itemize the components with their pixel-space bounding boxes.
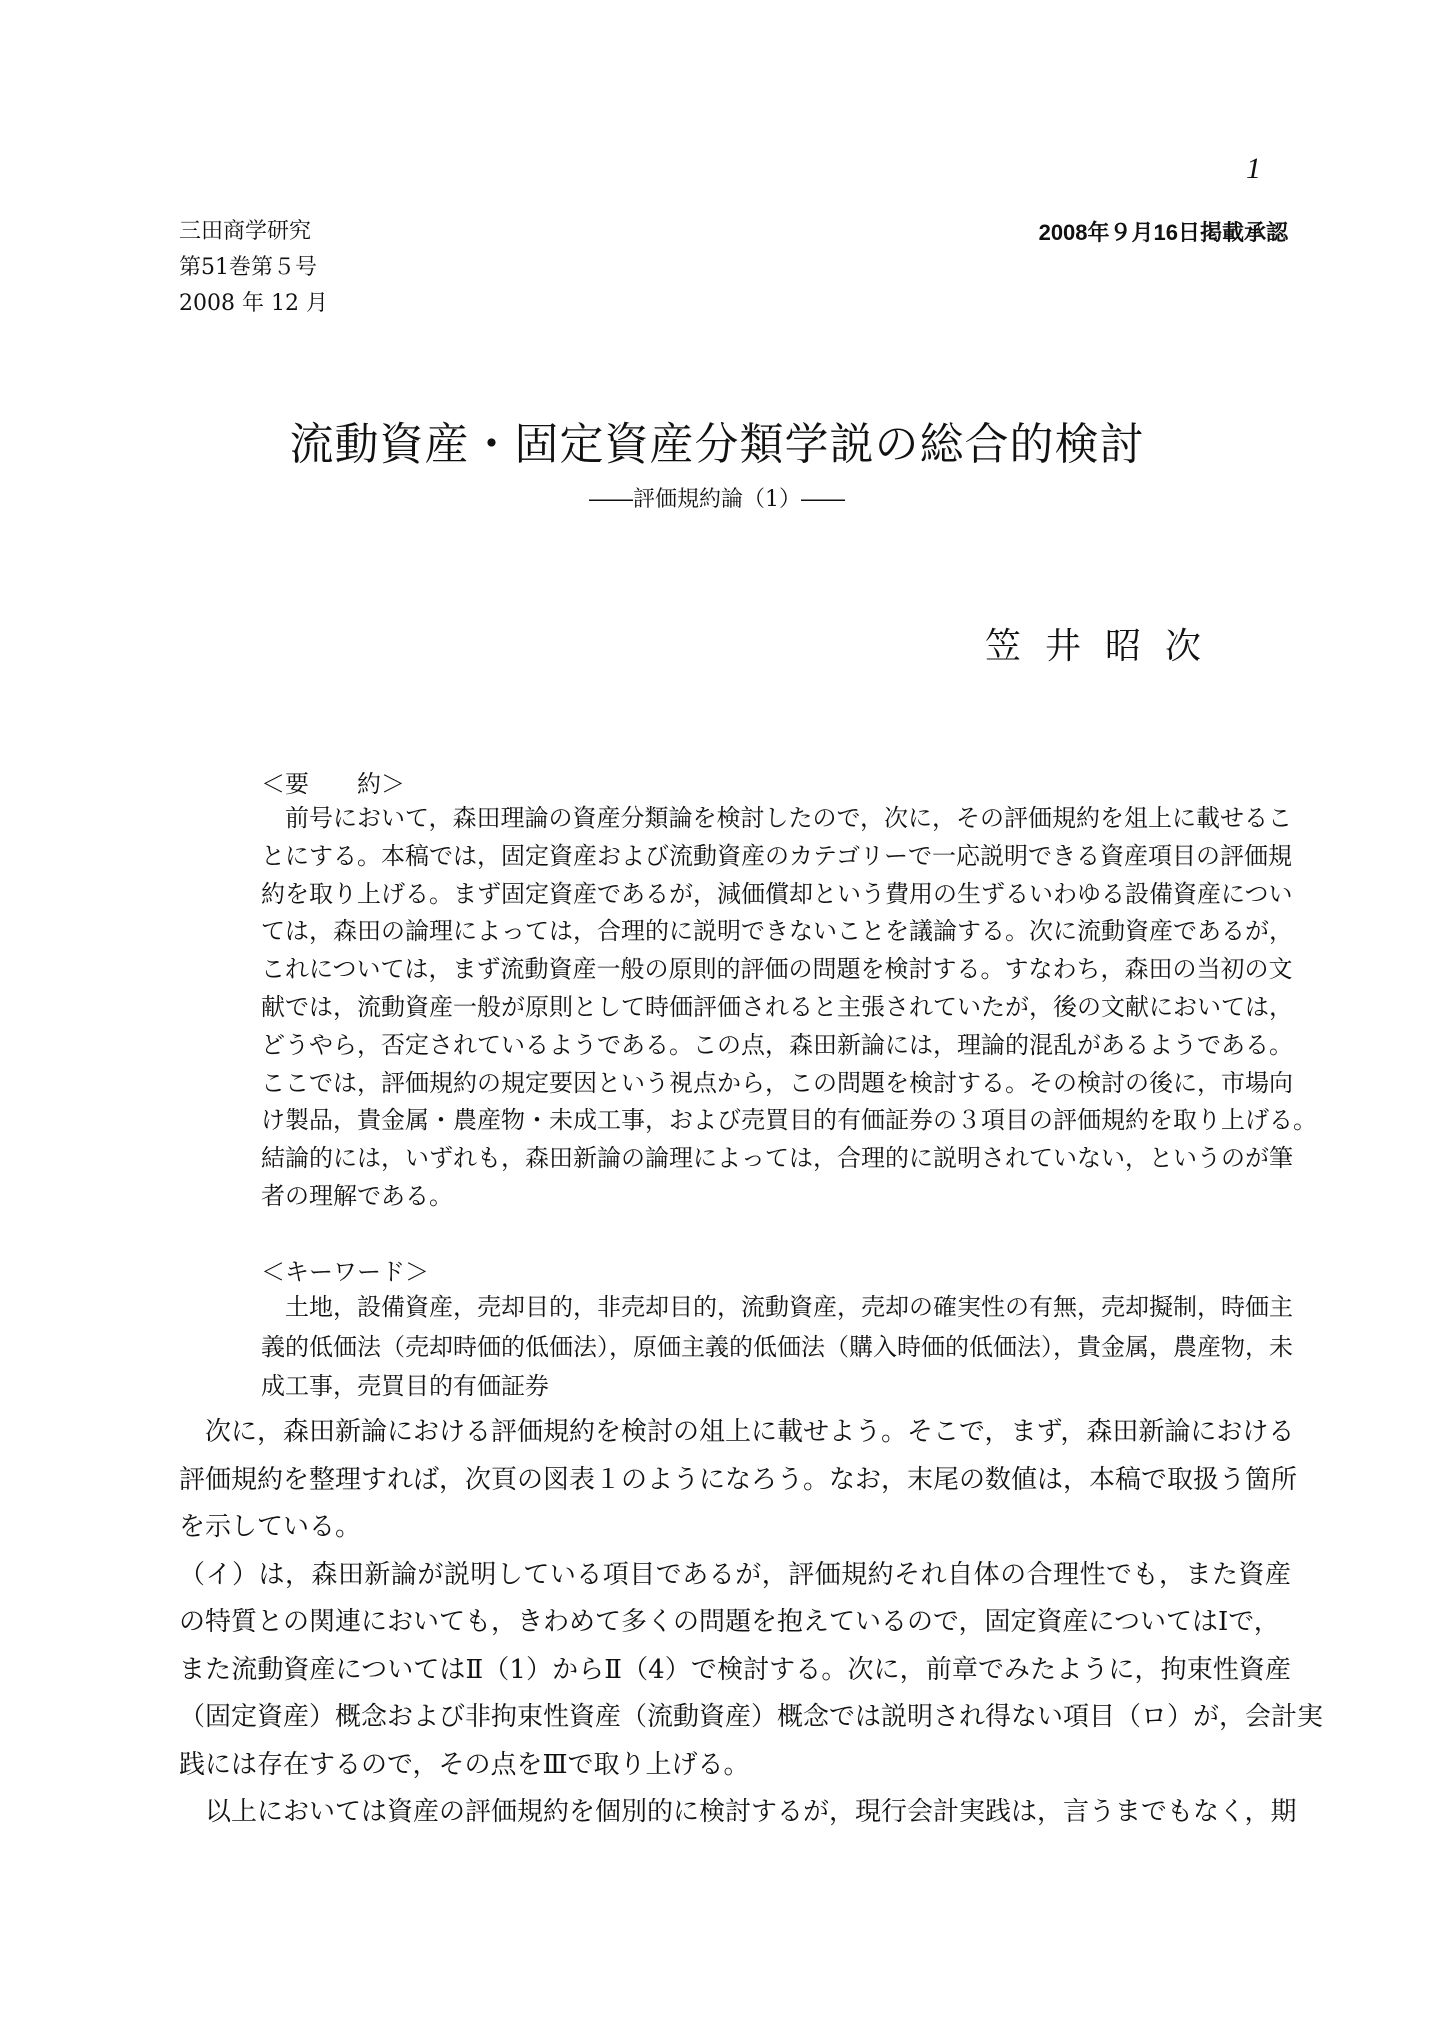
- author-name: 笠井昭次: [985, 626, 1226, 667]
- text-line: 以上においては資産の評価規約を個別的に検討するが，現行会計実践は，言うまでもなく，期: [179, 1797, 1297, 1827]
- text-line: ては，森田の論理によっては，合理的に説明できないことを議論する。次に流動資産であるが，: [261, 917, 1293, 946]
- text-line: 次に，森田新論における評価規約を検討の俎上に載せよう。そこで，まず，森田新論における: [179, 1417, 1295, 1447]
- text-line: どうやら，否定されているようである。この点，森田新論には，理論的混乱があるようである。: [261, 1030, 1293, 1059]
- text-line: 義的低価法（売却時価的低価法），原価主義的低価法（購入時価的低価法），貴金属，農産物，未: [261, 1332, 1293, 1361]
- text-line: け製品，貴金属・農産物・未成工事，および売買目的有価証券の３項目の評価規約を取り上げる。: [261, 1106, 1317, 1135]
- article-subtitle: ――評価規約論（1）――: [589, 487, 845, 512]
- text-line: （固定資産）概念および非拘束性資産（流動資産）概念では説明され得ない項目（ロ）が，会計実: [179, 1702, 1324, 1732]
- text-line: また流動資産についてはⅡ（1）からⅡ（4）で検討する。次に，前章でみたように，拘束性資産: [179, 1654, 1291, 1685]
- text-line: ここでは，評価規約の規定要因という視点から，この問題を検討する。その検討の後に，市場向: [261, 1068, 1293, 1097]
- text-line: 土地，設備資産，売却目的，非売却目的，流動資産，売却の確実性の有無，売却擬制，時価主: [261, 1293, 1293, 1321]
- text-line: とにする。本稿では，固定資産および流動資産のカテゴリーで一応説明できる資産項目の評価規: [261, 841, 1293, 870]
- text-line: 献では，流動資産一般が原則として時価評価されると主張されていたが，後の文献においては，: [261, 993, 1293, 1021]
- acceptance-date: 2008年９月16日掲載承認: [1038, 220, 1288, 245]
- text-line: の特質との関連においても，きわめて多くの問題を抱えているので，固定資産についてはⅠで，: [179, 1607, 1280, 1637]
- text-line: 者の理解である。: [261, 1182, 453, 1210]
- text-line: 結論的には，いずれも，森田新論の論理によっては，合理的に説明されていない，というのが筆: [261, 1144, 1293, 1173]
- page-number: 1: [1246, 152, 1261, 185]
- journal-name: 三田商学研究: [179, 219, 312, 244]
- journal-volume: 第51巻第５号: [179, 255, 317, 280]
- article-title: 流動資産・固定資産分類学説の総合的検討: [289, 419, 1145, 470]
- text-line: （イ）は，森田新論が説明している項目であるが，評価規約それ自体の合理性でも，また資産: [179, 1559, 1291, 1590]
- text-line: 成工事，売買目的有価証券: [261, 1372, 549, 1400]
- summary-heading: ＜要 約＞: [261, 770, 405, 798]
- journal-date: 2008 年 12 月: [179, 291, 328, 316]
- text-line: を示している。: [179, 1512, 362, 1542]
- text-line: 践には存在するので，その点をⅢで取り上げる。: [179, 1749, 750, 1780]
- keywords-heading: ＜キーワード＞: [261, 1258, 429, 1286]
- text-line: これについては，まず流動資産一般の原則的評価の問題を検討する。すなわち，森田の当初の文: [261, 955, 1293, 984]
- text-line: 前号において，森田理論の資産分類論を検討したので，次に，その評価規約を俎上に載せるこ: [261, 804, 1293, 832]
- text-line: 約を取り上げる。まず固定資産であるが，減価償却という費用の生ずるいわゆる設備資産につい: [261, 879, 1293, 908]
- text-line: 評価規約を整理すれば，次頁の図表１のようになろう。なお，末尾の数値は，本稿で取扱う箇所: [179, 1464, 1298, 1495]
